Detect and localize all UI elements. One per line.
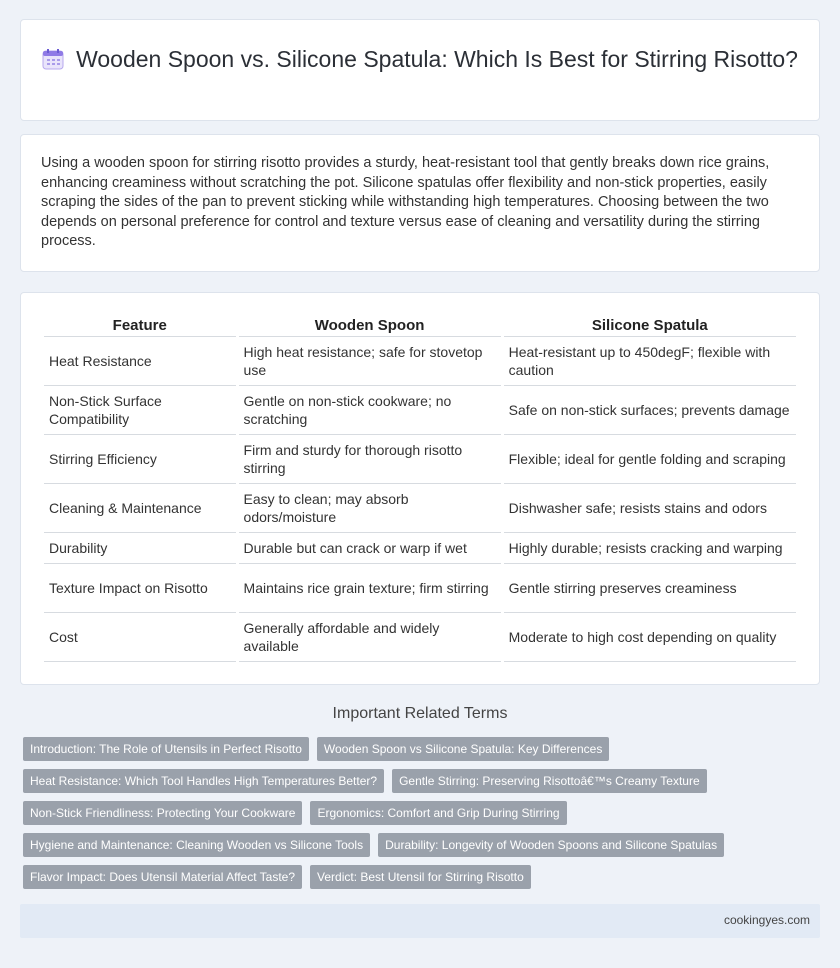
table-cell: Firm and sturdy for thorough risotto stirring (239, 435, 501, 484)
related-term-link[interactable]: Non-Stick Friendliness: Protecting Your Cookware (23, 801, 302, 825)
page-title: Wooden Spoon vs. Silicone Spatula: Which Is Best for Stirring Risotto? (76, 46, 798, 72)
table-cell: Non-Stick Surface Compatibility (44, 386, 236, 435)
table-cell: Heat-resistant up to 450degF; flexible with caution (504, 337, 796, 386)
table-row (44, 386, 796, 435)
table-cell: Easy to clean; may absorb odors/moisture (239, 484, 501, 533)
related-term-link[interactable]: Hygiene and Maintenance: Cleaning Wooden vs Silicone Tools (23, 833, 370, 857)
related-term-link[interactable]: Introduction: The Role of Utensils in Perfect Risotto (23, 737, 309, 761)
comparison-table (41, 314, 799, 662)
table-row (44, 337, 796, 386)
related-term-link[interactable]: Ergonomics: Comfort and Grip During Stirring (310, 801, 566, 825)
table-header-row (44, 314, 796, 337)
intro-paragraph: Using a wooden spoon for stirring risotto provides a sturdy, heat-resistant tool that gently breaks down rice grains, enhancing creaminess without scratching the pot. Silicone spatulas offer flexibility and non-stick properties, easily scraping the sides of the pan to prevent sticking while withstanding high temperatures. Choosing between the two depends on personal preference for control and texture versus ease of cleaning and versatility during the stirring process. (41, 155, 770, 249)
footer-site-link[interactable]: cookingyes.com (723, 913, 810, 927)
table-cell: Cleaning & Maintenance (44, 484, 236, 533)
related-term-link[interactable]: Gentle Stirring: Preserving Risottoâ€™s Creamy Texture (392, 769, 707, 793)
table-cell: Gentle stirring preserves creaminess (504, 564, 796, 613)
page-title-wrap (21, 44, 819, 77)
related-term-link[interactable]: Heat Resistance: Which Tool Handles High Temperatures Better? (23, 769, 384, 793)
table-row (44, 533, 796, 564)
table-cell: Durability (44, 533, 236, 564)
related-term-link[interactable]: Flavor Impact: Does Utensil Material Affect Taste? (23, 865, 302, 889)
table-cell: Stirring Efficiency (44, 435, 236, 484)
table-cell: Highly durable; resists cracking and warping (504, 533, 796, 564)
related-terms-list (23, 737, 783, 889)
related-term-link[interactable]: Verdict: Best Utensil for Stirring Risotto (310, 865, 531, 889)
table-cell: Moderate to high cost depending on quality (504, 613, 796, 662)
footer (20, 904, 820, 938)
related-term-link[interactable]: Wooden Spoon vs Silicone Spatula: Key Differences (317, 737, 609, 761)
column-header: Feature (44, 314, 236, 337)
column-header: Silicone Spatula (504, 314, 796, 337)
title-card (20, 19, 820, 121)
table-cell: Maintains rice grain texture; firm stirring (239, 564, 501, 613)
table-row (44, 435, 796, 484)
table-cell: Cost (44, 613, 236, 662)
table-cell: Flexible; ideal for gentle folding and scraping (504, 435, 796, 484)
comparison-card (20, 292, 820, 685)
table-row (44, 484, 796, 533)
table-cell: Texture Impact on Risotto (44, 564, 236, 613)
table-cell: Generally affordable and widely available (239, 613, 501, 662)
calendar-icon (42, 47, 64, 77)
table-cell: Gentle on non-stick cookware; no scratching (239, 386, 501, 435)
column-header: Wooden Spoon (239, 314, 501, 337)
table-cell: Safe on non-stick surfaces; prevents damage (504, 386, 796, 435)
table-row (44, 613, 796, 662)
table-cell: High heat resistance; safe for stovetop use (239, 337, 501, 386)
table-cell: Heat Resistance (44, 337, 236, 386)
table-cell: Durable but can crack or warp if wet (239, 533, 501, 564)
intro-card (20, 134, 820, 272)
table-row (44, 564, 796, 613)
related-term-link[interactable]: Durability: Longevity of Wooden Spoons and Silicone Spatulas (378, 833, 724, 857)
related-terms-heading: Important Related Terms (332, 705, 508, 722)
table-cell: Dishwasher safe; resists stains and odors (504, 484, 796, 533)
